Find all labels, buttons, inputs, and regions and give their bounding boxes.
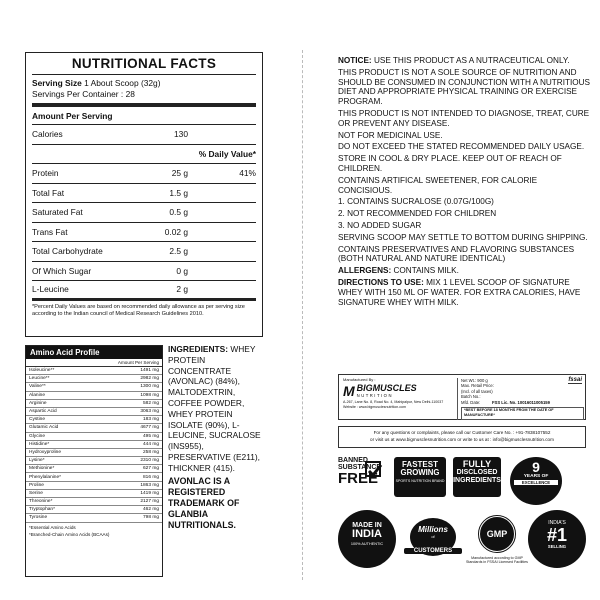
- amino-value: 1419 mg: [140, 490, 159, 496]
- notice-line: SERVING SCOOP MAY SETTLE TO BOTTOM DURING SHIPPING.: [338, 232, 588, 242]
- customer-care-box: [338, 426, 586, 448]
- amino-row: [26, 392, 162, 400]
- badge-text: EXCELLENCE: [514, 480, 558, 485]
- amino-row: [26, 473, 162, 481]
- nutrient-name: Protein: [32, 168, 59, 179]
- amino-name: Phenylalanine*: [29, 474, 62, 480]
- customer-care-line: For any questions or complaints, please call our Customer Care No. : +91-7838107552: [373, 430, 551, 435]
- amino-value: 798 mg: [143, 515, 159, 521]
- amino-row: [26, 490, 162, 498]
- nutrient-daily-value: 41%: [239, 168, 256, 179]
- product-details: [457, 378, 584, 420]
- amino-row: [26, 416, 162, 424]
- notice-line: STORE IN COOL & DRY PLACE. KEEP OUT OF REACH OF CHILDREN.: [338, 154, 562, 173]
- brand-sub: NUTRITION: [356, 393, 393, 398]
- seals-row: [338, 508, 586, 576]
- amino-value: 4677 mg: [140, 425, 159, 431]
- seal-text: MADE IN: [352, 522, 382, 529]
- amino-name: Leucine**: [29, 376, 50, 382]
- amino-rows: [26, 367, 162, 523]
- amino-row: [26, 408, 162, 416]
- badge-text: FREE: [338, 470, 379, 487]
- daily-value-header: % Daily Value*: [32, 145, 256, 165]
- amino-row: [26, 465, 162, 473]
- millions-customers-seal: [404, 510, 462, 568]
- nutrient-name: Of Which Sugar: [32, 265, 92, 276]
- amino-name: Lysine*: [29, 458, 45, 464]
- seal-ribbon: CUSTOMERS: [404, 548, 462, 554]
- notice-line: USE THIS PRODUCT AS A NUTRACEUTICAL ONLY.: [373, 56, 570, 65]
- directions-label: DIRECTIONS TO USE:: [338, 277, 424, 287]
- nutrient-row: [32, 203, 256, 223]
- amino-value: 1863 mg: [140, 482, 159, 488]
- nutrition-facts-panel: [25, 52, 263, 337]
- notice-line: DO NOT EXCEED THE STATED RECOMMENDED DAILY USAGE.: [338, 142, 585, 152]
- amino-name: Valine**: [29, 384, 46, 390]
- amino-value: 444 mg: [143, 441, 159, 447]
- badge-text: FULLY: [462, 459, 492, 469]
- badge-text: INGREDIENTS: [453, 477, 501, 484]
- amino-title: Amino Acid Profile: [26, 346, 162, 359]
- batch-no: Batch No.:: [461, 394, 481, 400]
- nutrient-row: [32, 281, 256, 301]
- badge-text: GROWING: [400, 468, 440, 477]
- banned-substance-free-badge: [338, 457, 388, 501]
- amino-value: 183 mg: [143, 417, 159, 423]
- notice-line: CONTAINS PRESERVATIVES AND FLAVORING SUBSTANCES (BOTH NATURAL AND NATURE IDENTICAL): [338, 244, 575, 264]
- brand-name: BIGMUSCLES: [356, 383, 417, 393]
- gmp-caption: Manufactured according to GMP Standards in FSSAI Licensed Facilities: [466, 556, 528, 565]
- badge-text: SUBSTANCE: [338, 464, 382, 471]
- directions: [338, 278, 590, 307]
- net-weight: Net Wt.: 900 g: [461, 378, 488, 383]
- amino-name: Proline: [29, 482, 44, 488]
- number-one-selling-seal: [528, 510, 586, 568]
- seal-text: SELLING: [547, 544, 567, 549]
- nutrient-name: Total Carbohydrate: [32, 246, 103, 257]
- amino-note-bcaa: *Branched-Chain Amino Acids (BCAAs): [29, 531, 110, 537]
- seal-text: GMP: [486, 529, 508, 539]
- badge-text: BANNED: [338, 457, 368, 464]
- amino-row: [26, 375, 162, 383]
- mrp-note: (Incl. of all taxes): [461, 388, 493, 394]
- seal-text: of: [431, 534, 435, 539]
- nutrient-value: 0.5 g: [169, 207, 188, 218]
- nutrient-row: [32, 242, 256, 262]
- mfd-date-label: Mfd. Date:: [461, 399, 481, 405]
- amino-value: 495 mg: [143, 433, 159, 439]
- nutrient-value: 2.5 g: [169, 246, 188, 257]
- nutrient-row: [32, 262, 256, 282]
- manufactured-by-label: Manufactured By :: [343, 377, 376, 382]
- servings-per-container: Servings Per Container : 28: [32, 89, 135, 99]
- nutrient-name: Saturated Fat: [32, 207, 83, 218]
- allergens-text: CONTAINS MILK.: [393, 266, 459, 276]
- nutrient-value: 25 g: [171, 168, 188, 179]
- divider: [302, 50, 303, 580]
- notice-line: 1. CONTAINS SUCRALOSE (0.07G/100G): [338, 197, 494, 207]
- amino-name: Hydroxyproline: [29, 449, 61, 455]
- badge-text: FASTEST: [401, 460, 438, 469]
- ingredients-block: [168, 344, 268, 531]
- calories-value: 130: [174, 129, 188, 140]
- amino-row: [26, 367, 162, 375]
- badge-text: YEARS OF: [523, 474, 549, 479]
- nutrient-rows: [32, 164, 256, 301]
- amino-name: Arginine: [29, 400, 47, 406]
- years-excellence-badge: [510, 457, 562, 505]
- calories-label: Calories: [32, 129, 63, 140]
- amino-value: 1491 mg: [140, 368, 159, 374]
- amino-name: Threonine*: [29, 499, 53, 505]
- amino-name: Alanine: [29, 392, 46, 398]
- nutrient-name: L-Leucine: [32, 284, 69, 295]
- notice-line: CONTAINS ARTIFICAL SWEETENER, FOR CALORIE CONCISIOUS.: [338, 175, 538, 195]
- calories-row: [32, 125, 256, 145]
- nutrition-title: NUTRITIONAL FACTS: [32, 56, 256, 75]
- amino-value: 816 mg: [143, 474, 159, 480]
- mfd-date: [461, 400, 584, 405]
- amino-row: [26, 449, 162, 457]
- ingredients-text: WHEY PROTEIN CONCENTRATE (AVONLAC) (84%), MALTODEXTRIN, COFFEE POWDER, WHEY PROTEIN ISOLATE (90%), L-LEUCINE, SUCRALOSE (INS955), PRESERVATIVE (E211), THICKNER (415).: [168, 344, 261, 473]
- amino-row: [26, 457, 162, 465]
- serving-info: [32, 75, 256, 107]
- badge-text: 9: [532, 459, 540, 475]
- serving-size-value: 1 About Scoop (32g): [84, 78, 161, 88]
- manufacturer-left: [343, 377, 453, 410]
- notice-line: 3. NO ADDED SUGAR: [338, 220, 422, 230]
- badges-row: [338, 457, 586, 507]
- seal-text: INDIA: [352, 528, 382, 540]
- seal-text: #1: [546, 525, 568, 545]
- notice-line: THIS PRODUCT IS NOT A SOLE SOURCE OF NUTRITION AND SHOULD BE CONSUMED IN CONJUNCTION WITH A NUTRITIOUS DIET AND APPROPRIATE PHYSICAL TRAINING OR EXERCISE PROGRAM.: [338, 67, 591, 107]
- amino-row: [26, 441, 162, 449]
- amino-row: [26, 514, 162, 522]
- amino-notes: [26, 523, 162, 539]
- best-before: *BEST BEFORE 18 MONTHS FROM THE DATE OF MANUFACTURE*: [461, 407, 584, 420]
- amino-name: Tryptophan*: [29, 507, 55, 513]
- notice-block: [338, 56, 590, 309]
- nutrient-row: [32, 164, 256, 184]
- amino-name: Methionine*: [29, 466, 55, 472]
- amino-name: Histidine*: [29, 441, 50, 447]
- directions-text: MIX 1 LEVEL SCOOP OF SIGNATURE WHEY WITH 150 ML OF WATER. FOR EXTRA CALORIES, HAVE SIGNATURE WHEY WITH MILK.: [338, 277, 581, 307]
- fssai-license: FSS Lic. No. 10016011005159: [491, 399, 550, 405]
- brand-logo: [343, 383, 453, 399]
- amino-row: [26, 424, 162, 432]
- nutrient-value: 2 g: [176, 284, 188, 295]
- amino-row: [26, 482, 162, 490]
- seal-text: 100% AUTHENTIC: [350, 542, 384, 546]
- fully-disclosed-badge: [453, 457, 501, 497]
- manufacturer-address: A-267, Lane No. 8, Road No. 4, Mahipalpur, New Delhi-110037: [343, 400, 444, 404]
- amino-name: Serine: [29, 490, 43, 496]
- amino-value: 462 mg: [143, 507, 159, 513]
- notice-line: NOT FOR MEDICINAL USE.: [338, 130, 443, 140]
- customer-care-line: or visit us at www.bigmusclesnutrition.com or write to us at : info@bigmusclesnutrition.com: [370, 437, 554, 442]
- nutrient-name: Trans Fat: [32, 226, 68, 237]
- amino-note-essential: *Essential Amino Acids: [29, 524, 76, 530]
- amino-name: Aspartic Acid: [29, 409, 57, 415]
- manufacturer-box: [338, 374, 586, 420]
- amino-value: 2310 mg: [140, 458, 159, 464]
- notice-first: [338, 56, 590, 66]
- amino-col-header: Amount Per Serving: [26, 359, 162, 367]
- nutrient-row: [32, 223, 256, 243]
- amino-value: 627 mg: [143, 466, 159, 472]
- made-in-india-seal: [338, 510, 396, 568]
- amino-acid-profile: [25, 345, 163, 577]
- amino-row: [26, 506, 162, 514]
- amino-value: 2982 mg: [140, 376, 159, 382]
- amino-value: 3063 mg: [140, 409, 159, 415]
- allergens: [338, 266, 590, 276]
- nutrient-value: 1.5 g: [169, 187, 188, 198]
- notice-label: NOTICE:: [338, 56, 372, 65]
- nutrient-value: 0.02 g: [164, 226, 188, 237]
- amino-name: Cystine: [29, 417, 45, 423]
- fastest-growing-badge: [394, 457, 446, 497]
- amino-value: 1300 mg: [140, 384, 159, 390]
- allergens-label: ALLERGENS:: [338, 266, 392, 276]
- fssai-logo: fssai: [568, 377, 582, 383]
- mrp: Max. Retail Price:: [461, 383, 494, 389]
- badge-text: DISCLOSED: [456, 469, 498, 476]
- seal-text: INDIA'S: [548, 520, 566, 526]
- brand-logo-mark: M: [343, 383, 354, 399]
- amino-name: Glutamic Acid: [29, 425, 59, 431]
- amino-value: 258 mg: [143, 449, 159, 455]
- amino-value: 2127 mg: [140, 499, 159, 505]
- manufacturer-website: Website : www.bigmusclesnutrition.com: [343, 405, 407, 410]
- checkmark-icon: [365, 461, 381, 477]
- amino-row: [26, 433, 162, 441]
- notice-line: THIS PRODUCT IS NOT INTENDED TO DIAGNOSE, TREAT, CURE OR PREVENT ANY DISEASE.: [338, 108, 590, 128]
- nutrient-name: Total Fat: [32, 187, 65, 198]
- nutrition-footnote: *Percent Daily Values are based on recommended daily allowance as per serving size according to the Indian council of Medical Research Guidelines 2010.: [32, 303, 245, 317]
- amino-value: 582 mg: [143, 400, 159, 406]
- nutrient-row: [32, 184, 256, 204]
- seal-text: Millions: [418, 525, 448, 534]
- trademark-text: AVONLAC IS A REGISTERED TRADEMARK OF GLANBIA NUTRITIONALS.: [168, 475, 240, 530]
- badge-text: SPORTS NUTRITION BRAND: [395, 479, 445, 483]
- amino-row: [26, 498, 162, 506]
- amino-name: Glycine: [29, 433, 45, 439]
- amino-value: 1098 mg: [140, 392, 159, 398]
- notice-line: 2. NOT RECOMMENDED FOR CHILDREN: [338, 209, 497, 219]
- amino-name: Tyrosine: [29, 515, 48, 521]
- gmp-seal: [468, 510, 526, 568]
- nutrient-value: 0 g: [176, 265, 188, 276]
- ingredients-label: INGREDIENTS:: [168, 344, 229, 354]
- amino-name: Isoleucine**: [29, 368, 55, 374]
- amino-row: [26, 400, 162, 408]
- serving-size-label: Serving Size: [32, 78, 82, 88]
- amount-per-serving: Amount Per Serving: [32, 107, 256, 125]
- amino-row: [26, 383, 162, 391]
